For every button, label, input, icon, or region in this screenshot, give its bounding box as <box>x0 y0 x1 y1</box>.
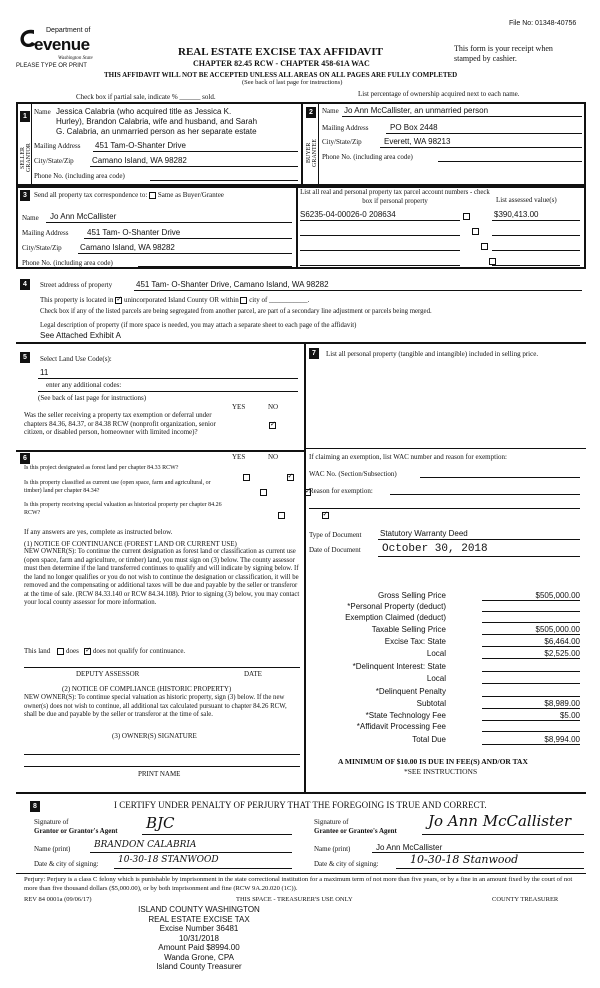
tax-rule-8 <box>482 696 580 697</box>
reason-label: Reason for exemption: <box>309 487 373 495</box>
stamp-line-5: Amount Paid $8994.00 <box>158 943 240 952</box>
reason-rule-2 <box>309 508 580 509</box>
tax-rule-10 <box>482 720 580 721</box>
tax-rule-4 <box>482 646 580 647</box>
unincorporated-checkbox[interactable] <box>115 297 122 304</box>
buyer-phone-label: Phone No. (including area code) <box>322 153 413 161</box>
tax-row-label-6: *Delinquent Interest: State <box>352 662 446 671</box>
compliance-title: (2) NOTICE OF COMPLIANCE (HISTORIC PROPERTY) <box>62 685 232 693</box>
tax-rule-1 <box>482 611 580 612</box>
stamp-line-7: Island County Treasurer <box>156 962 242 971</box>
stamp-line-6: Wanda Grone, CPA <box>164 952 234 962</box>
seller-city-field[interactable]: Camano Island, WA 98282 <box>92 156 187 165</box>
buyer-mailing-rule <box>386 133 582 134</box>
sec3-divider <box>296 186 298 269</box>
buyer-mailing-field[interactable]: PO Box 2448 <box>390 123 438 132</box>
corr-phone-label: Phone No. (including area code) <box>22 259 113 267</box>
if-yes-note: If any answers are yes, complete as instructed below. <box>24 528 173 536</box>
buyer-name-rule <box>342 116 582 117</box>
sec2-side-rule <box>318 104 319 184</box>
location-line: This property is located in ✓ unincorporated Island County OR within city of ___________. <box>40 296 309 304</box>
seller-phone-label: Phone No. (including area code) <box>34 172 125 180</box>
dor-logo-state: Washington State <box>58 56 93 61</box>
land-use-label: Select Land Use Code(s): <box>40 355 112 363</box>
perjury-statement: Perjury: Perjury is a class C felony which is punishable by imprisonment in the state correctional institution for a maximum term of not more than five years, or by a fine in an amount fixed by the court of not more than five thousand dollars ($5,000.00), or by both imprisonment and fine (RCW 9A.20.020 (1C)). <box>24 876 573 892</box>
street-label: Street address of property <box>40 281 113 289</box>
assessed-rule-2 <box>492 235 580 236</box>
sec1-side-rule <box>31 104 32 184</box>
corr-city-label: City/State/Zip <box>22 244 62 252</box>
grantor-date-city[interactable]: 10-30-18 STANWOOD <box>118 855 219 865</box>
tax-row-value-12[interactable]: $8,994.00 <box>544 735 580 744</box>
corr-city-field[interactable]: Camano Island, WA 98282 <box>80 243 175 252</box>
seller-phone-rule <box>150 180 298 181</box>
assessed-rule-4 <box>492 265 580 266</box>
owner-signature-rule <box>24 754 300 755</box>
grantee-print-name[interactable]: Jo Ann McCallister <box>376 843 443 852</box>
document-date-field[interactable]: October 30, 2018 <box>382 543 488 555</box>
segregation-line: Check box if any of the listed parcels are being segregated from another parcel, are part of a secondary line adjustment or parcels being merged. <box>40 308 432 315</box>
parcel-rule-1 <box>300 220 460 221</box>
seller-city-label: City/State/Zip <box>34 157 74 165</box>
grantee-name-label: Name (print) <box>314 845 351 853</box>
tax-row-value-4[interactable]: $6,464.00 <box>544 637 580 646</box>
personal-property-checkbox-3[interactable] <box>481 243 488 250</box>
form-subtitle: CHAPTER 82.45 RCW - CHAPTER 458-61A WAC <box>193 59 370 68</box>
section-3-number: 3 <box>20 190 30 201</box>
seller-name-line-1: Jessica Calabria (who acquired title as Jessica K. <box>56 107 232 116</box>
exemption-question: Was the seller receiving a property tax exemption or deferral under chapters 84.36, 84.37, or 84.38 RCW (nonprofit organization, senior citizen, or disabled person, homeowner with limited income)? <box>24 411 216 436</box>
current-use-yes-checkbox[interactable] <box>260 489 267 496</box>
corr-mailing-rule <box>84 238 292 239</box>
assessor-date-label: DATE <box>244 670 262 678</box>
sec5-bottom-rule <box>16 450 304 452</box>
document-type-field[interactable]: Statutory Warranty Deed <box>380 529 468 538</box>
sec4-bottom-rule <box>16 342 586 344</box>
stamp-line-1: ISLAND COUNTY WASHINGTON <box>138 905 260 914</box>
grantor-date-rule <box>114 868 292 869</box>
seller-name-label: Name <box>34 108 51 116</box>
forest-land-question: Is this project designated as forest land per chapter 84.33 RCW? <box>24 465 179 471</box>
sec6-no-header: NO <box>268 453 279 461</box>
stamp-line-2: REAL ESTATE EXCISE TAX <box>148 914 250 924</box>
partial-sale-label: Check box if partial sale, indicate % ______ sold. <box>76 93 216 101</box>
tax-rule-0 <box>482 600 580 601</box>
main-divider <box>304 344 306 792</box>
buyer-mailing-label: Mailing Address <box>322 124 369 132</box>
tax-rule-3 <box>482 634 580 635</box>
historic-no-checkbox[interactable] <box>322 512 329 519</box>
city-checkbox[interactable] <box>240 297 247 304</box>
instructions-note: (See back of last page for instructions) <box>242 79 343 86</box>
see-instructions-note: *SEE INSTRUCTIONS <box>404 767 478 776</box>
buyer-name-label: Name <box>322 107 339 115</box>
form-title: REAL ESTATE EXCISE TAX AFFIDAVIT <box>178 46 383 58</box>
grantee-date-rule <box>396 868 584 869</box>
exemption-no-checkbox[interactable] <box>269 422 276 429</box>
tax-row-label-2: Exemption Claimed (deduct) <box>345 613 446 622</box>
claiming-exemption-label: If claiming an exemption, list WAC number and reason for exemption: <box>309 453 507 461</box>
tax-row-value-10[interactable]: $5.00 <box>559 711 580 720</box>
please-type-note: PLEASE TYPE OR PRINT <box>16 63 87 69</box>
same-as-buyer-checkbox[interactable] <box>149 192 156 199</box>
tax-row-label-4: Excise Tax: State <box>384 637 446 646</box>
does-not-checkbox[interactable] <box>84 648 91 655</box>
tax-row-label-8: *Delinquent Penalty <box>375 687 446 696</box>
doc-date-rule <box>378 556 580 557</box>
tax-row-label-1: *Personal Property (deduct) <box>347 602 446 611</box>
reason-rule <box>390 494 580 495</box>
form-revision: REV 84 0001a (09/06/17) <box>24 896 92 903</box>
personal-property-checkbox-2[interactable] <box>472 228 479 235</box>
personal-property-label: List all personal property (tangible and intangible) included in selling price. <box>326 350 539 358</box>
grantor-date-label: Date & city of signing: <box>34 860 99 868</box>
parcel-rows <box>0 0 600 8</box>
corr-name-rule <box>46 222 292 223</box>
section-6-number: 6 <box>20 453 30 464</box>
corr-city-rule <box>78 253 292 254</box>
assessed-rule-1 <box>492 220 580 221</box>
section-2-number: 2 <box>306 107 316 118</box>
grantee-date-city[interactable]: 10-30-18 Stanwood <box>410 853 519 866</box>
stamp-line-4: 10/31/2018 <box>178 933 220 943</box>
dor-logo-line1: Department of <box>46 27 91 34</box>
buyer-city-rule <box>380 147 582 148</box>
completion-warning: THIS AFFIDAVIT WILL NOT BE ACCEPTED UNLESS ALL AREAS ON ALL PAGES ARE FULLY COMPLETED <box>104 71 458 79</box>
grantor-signature-label-1: Signature of <box>34 818 69 826</box>
land-use-instructions: (See back of last page for instructions) <box>38 394 147 402</box>
tax-row-label-11: *Affidavit Processing Fee <box>356 722 446 731</box>
assessor-signature-rule <box>24 667 300 668</box>
grantor-name-label: Name (print) <box>34 845 71 853</box>
forest-no-checkbox[interactable] <box>287 474 294 481</box>
corr-mailing-field[interactable]: 451 Tam- O-Shanter Drive <box>87 228 181 237</box>
tax-rule-2 <box>482 622 580 623</box>
tax-rule-11 <box>482 731 580 732</box>
current-use-question: Is this property classified as current use (open space, farm and agricultural, or timber) land per chapter 84.34? <box>24 480 211 494</box>
assessed-header: List assessed value(s) <box>496 196 557 204</box>
deputy-assessor-label: DEPUTY ASSESSOR <box>76 670 140 678</box>
seller-mailing-rule <box>93 151 298 152</box>
wac-label: WAC No. (Section/Subsection) <box>309 470 397 478</box>
parcel-header: List all real and personal property tax parcel account numbers - check box if personal property <box>300 189 490 205</box>
document-date-label: Date of Document <box>309 546 361 554</box>
doc-type-rule <box>378 539 580 540</box>
tax-row-label-3: Taxable Selling Price <box>371 625 446 634</box>
personal-property-checkbox-4[interactable] <box>489 258 496 265</box>
tax-rule-6 <box>482 671 580 672</box>
continuance-line: This land does ✓ does not qualify for continuance. <box>24 647 185 655</box>
compliance-body: NEW OWNER(S): To continue special valuation as historic property, sign (3) below. If the new owner(s) does not wish to continue, all additional tax calculated pursuant to chapter 84.26 RCW, shall be due and payable by the seller or transferor at the time of sale. <box>24 694 287 718</box>
historic-yes-checkbox[interactable] <box>278 512 285 519</box>
assessed-rule-3 <box>492 250 580 251</box>
perjury-top-rule <box>16 873 586 874</box>
correspondence-label: Send all property tax correspondence to: Same as Buyer/Grantee <box>34 191 224 199</box>
minimum-fee-note: A MINIMUM OF $10.00 IS DUE IN FEE(S) AND/OR TAX <box>338 757 528 766</box>
buyer-side-label: BUYER GRANTEE <box>306 139 318 167</box>
grantor-signature-label-2: Grantor or Grantor's Agent <box>34 827 118 835</box>
document-type-label: Type of Document <box>309 531 362 539</box>
seller-mailing-label: Mailing Address <box>34 142 81 150</box>
certify-statement: I CERTIFY UNDER PENALTY OF PERJURY THAT THE FOREGOING IS TRUE AND CORRECT. <box>114 800 487 810</box>
sec5-no-header: NO <box>268 403 279 411</box>
section-1-number: 1 <box>20 111 30 122</box>
forest-yes-checkbox[interactable] <box>243 474 250 481</box>
sec8-top-rule <box>16 792 586 794</box>
seller-name[interactable] <box>56 107 257 137</box>
does-checkbox[interactable] <box>57 648 64 655</box>
section-8-number: 8 <box>30 801 40 812</box>
additional-rule <box>38 391 298 392</box>
tax-row-label-12: Total Due <box>412 735 446 744</box>
grantor-sig-rule <box>142 834 292 835</box>
grantee-sig-rule <box>422 834 584 835</box>
tax-row-value-9[interactable]: $8,989.00 <box>544 699 580 708</box>
buyer-city-field[interactable]: Everett, WA 98213 <box>384 137 451 146</box>
treasurer-use-only: THIS SPACE - TREASURER'S USE ONLY <box>236 896 353 903</box>
treasurer-stamp <box>120 905 278 972</box>
seller-side-label: SELLER GRANTOR <box>20 143 32 173</box>
sec6-yes-header: YES <box>232 453 246 461</box>
additional-codes-label: enter any additional codes: <box>46 381 122 389</box>
receipt-note: This form is your receipt when stamped by cashier. <box>454 44 553 63</box>
seller-mailing-field[interactable]: 451 Tam-O-Shanter Drive <box>95 141 186 150</box>
tax-rule-9 <box>482 708 580 709</box>
corr-mailing-label: Mailing Address <box>22 229 69 237</box>
corr-name-field[interactable]: Jo Ann McCallister <box>50 212 117 221</box>
tax-rule-7 <box>482 683 580 684</box>
grantee-signature[interactable]: Jo Ann McCallister <box>428 812 572 830</box>
section-4-number: 4 <box>20 279 30 290</box>
historic-question: Is this property receiving special valuation as historical property per chapter 84.26 RCW? <box>24 502 222 516</box>
buyer-name-field[interactable]: Jo Ann McCallister, an unmarried person <box>344 106 489 115</box>
street-field[interactable]: 451 Tam- O-Shanter Drive, Camano Island, WA 98282 <box>136 280 329 289</box>
parcel-rule-3 <box>300 250 460 251</box>
assessed-value-1[interactable]: $390,413.00 <box>494 210 539 219</box>
legal-label: Legal description of property (if more space is needed, you may attach a separate sheet to each page of the affidavit) <box>40 322 357 329</box>
tax-row-label-7: Local <box>426 674 446 683</box>
corr-phone-rule <box>138 266 292 267</box>
tax-row-value-5[interactable]: $2,525.00 <box>544 649 580 658</box>
grantor-signature[interactable]: BJC <box>146 814 175 832</box>
buyer-city-label: City/State/Zip <box>322 138 362 146</box>
tax-row-value-3[interactable]: $505,000.00 <box>535 625 580 634</box>
personal-property-checkbox-1[interactable] <box>463 213 470 220</box>
ownership-note: List percentage of ownership acquired next to each name. <box>358 90 520 98</box>
land-use-rule <box>38 378 298 379</box>
street-rule <box>134 290 582 291</box>
tax-row-label-10: *State Technology Fee <box>365 711 446 720</box>
owner-signature-title: (3) OWNER(S) SIGNATURE <box>112 732 197 740</box>
sec5-yes-header: YES <box>232 403 246 411</box>
land-use-field[interactable]: 11 <box>40 368 49 377</box>
print-name-rule <box>24 766 300 767</box>
parcel-number-1[interactable]: S6235-04-00026-0 208634 <box>300 210 396 219</box>
grantee-signature-label-2: Grantee or Grantee's Agent <box>314 827 397 835</box>
wac-rule <box>420 477 580 478</box>
section-5-number: 5 <box>20 352 30 363</box>
stamp-line-3: Excise Number 36481 <box>159 924 239 933</box>
seller-name-line-3: G. Calabria, an unmarried person as her separate estate <box>56 127 257 136</box>
print-name-label: PRINT NAME <box>138 770 181 778</box>
grantor-name-rule <box>90 852 292 853</box>
tax-row-value-0[interactable]: $505,000.00 <box>535 591 580 600</box>
grantor-print-name[interactable]: BRANDON CALABRIA <box>94 840 197 850</box>
parties-divider <box>301 102 303 186</box>
parcel-rule-4 <box>300 265 460 266</box>
tax-rule-12 <box>482 744 580 745</box>
buyer-phone-rule <box>438 161 582 162</box>
grantee-signature-label-1: Signature of <box>314 818 349 826</box>
seller-city-rule <box>90 166 298 167</box>
seller-name-line-2: Hurley), Brandon Calabria, wife and husband, and Sarah <box>56 117 258 126</box>
dor-logo-name: evenue <box>34 35 90 54</box>
tax-row-label-5: Local <box>426 649 446 658</box>
tax-row-label-9: Subtotal <box>416 699 446 708</box>
continuance-title: (1) NOTICE OF CONTINUANCE (FOREST LAND OR CURRENT USE) <box>24 540 237 548</box>
sec7-rule <box>306 448 586 449</box>
county-treasurer-label: COUNTY TREASURER <box>492 896 559 903</box>
grantee-date-label: Date & city of signing: <box>314 860 379 868</box>
parcel-rule-2 <box>300 235 460 236</box>
tax-row-label-0: Gross Selling Price <box>377 591 446 600</box>
file-number: File No: 01348-40756 <box>509 20 577 27</box>
tax-rule-5 <box>482 658 580 659</box>
legal-description-field[interactable]: See Attached Exhibit A <box>40 331 121 340</box>
continuance-body: NEW OWNER(S): To continue the current designation as forest land or classification as current use (open space, farm and agriculture, or timber) land, you must sign on (3) below. The county assessor must then determine if the land transferred continues to qualify and will indicate by signing below. If the land no longer qualifies or you do not wish to continue the designation or classification, it will be removed and the compensating or additional taxes will be due and payable by the seller or transferor at the time of sale. (RCW 84.33.140 or RCW 84.34.108). Prior to signing (3) below, you may contact your local county assessor for more information. <box>24 548 300 606</box>
section-7-number: 7 <box>309 348 319 359</box>
corr-name-label: Name <box>22 214 39 222</box>
